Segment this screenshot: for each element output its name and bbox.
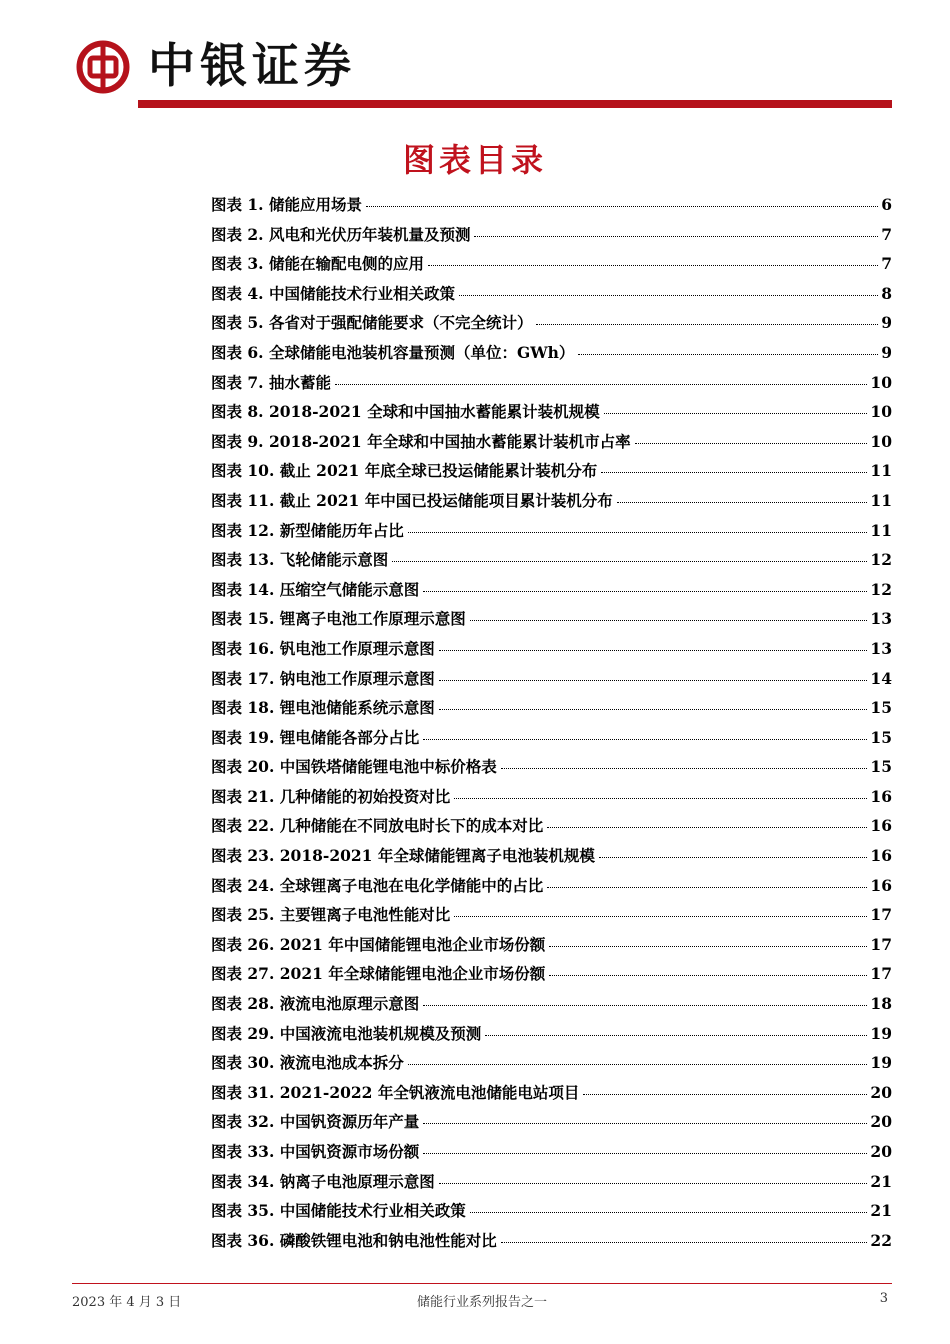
toc-entry-label[interactable]: 图表 3. 储能在输配电侧的应用 [211,254,424,274]
toc-entry-page[interactable]: 16 [870,846,892,866]
toc-entry[interactable] [211,223,892,253]
page-header [0,0,950,110]
toc-dot-leader [599,857,868,858]
toc-entry[interactable] [211,844,892,874]
toc-entry[interactable] [211,1199,892,1229]
toc-entry[interactable] [211,1170,892,1200]
toc-dot-leader [549,946,867,947]
footer-page-number: 3 [879,1291,888,1306]
toc-title: 图表目录 [402,141,547,179]
page-footer [72,1291,892,1311]
toc-entry-label[interactable]: 图表 35. 中国储能技术行业相关政策 [211,1201,466,1221]
toc-entry[interactable] [211,607,892,637]
toc-entry-page[interactable]: 10 [870,431,892,451]
toc-entry-label[interactable]: 图表 26. 2021 年中国储能锂电池企业市场份额 [211,934,546,954]
toc-entry[interactable] [211,252,892,282]
toc-entry-label[interactable]: 图表 19. 锂电储能各部分占比 [211,727,420,747]
toc-entry-label[interactable]: 图表 8. 2018-2021 全球和中国抽水蓄能累计装机规模 [211,402,600,422]
toc-entry-label[interactable]: 图表 14. 压缩空气储能示意图 [211,579,420,599]
toc-entry[interactable] [211,814,892,844]
toc-entry-label[interactable]: 图表 27. 2021 年全球储能锂电池企业市场份额 [211,964,546,984]
toc-dot-leader [392,561,867,562]
toc-entry-label[interactable]: 图表 23. 2018-2021 年全球储能锂离子电池装机规模 [211,846,595,866]
toc-dot-leader [547,827,867,828]
toc-entry-page[interactable]: 21 [870,1171,892,1191]
toc-entry[interactable] [211,992,892,1022]
toc-entry-label[interactable]: 图表 4. 中国储能技术行业相关政策 [211,283,455,303]
toc-entry-page[interactable]: 9 [881,342,892,362]
toc-dot-leader [601,472,867,473]
footer-date: 2023 年 4 月 3 日 [72,1295,182,1310]
toc-entry-label[interactable]: 图表 32. 中国钒资源历年产量 [211,1112,420,1132]
toc-entry-page[interactable]: 11 [870,490,892,510]
toc-entry[interactable] [211,1110,892,1140]
toc-entry-page[interactable]: 15 [870,698,892,718]
toc-entry-label[interactable]: 图表 11. 截止 2021 年中国已投运储能项目累计装机分布 [211,490,613,510]
toc-dot-leader [635,443,868,444]
toc-entry-label[interactable]: 图表 30. 液流电池成本拆分 [211,1053,404,1073]
toc-entry-page[interactable]: 15 [870,727,892,747]
toc-entry[interactable] [211,1229,892,1259]
toc-dot-leader [423,1005,867,1006]
toc-entry[interactable] [211,282,892,312]
toc-entry[interactable] [211,903,892,933]
brand-name: 中银证券 [148,39,356,94]
toc-entry-label[interactable]: 图表 1. 储能应用场景 [211,195,362,214]
bank-of-china-logo-icon [76,40,130,94]
toc-dot-leader [423,1123,867,1124]
toc-entry[interactable] [211,548,892,578]
toc-dot-leader [470,1212,868,1213]
toc-entry[interactable] [211,933,892,963]
toc-entry[interactable] [211,726,892,756]
toc-entry-page[interactable]: 7 [881,224,892,244]
toc-dot-leader [335,384,867,385]
toc-dot-leader [366,206,878,207]
toc-entry-page[interactable]: 20 [870,1082,892,1102]
toc-dot-leader [439,709,868,710]
toc-dot-leader [617,502,868,503]
toc-entry-page[interactable]: 10 [870,402,892,422]
toc-entry-page[interactable]: 13 [870,638,892,658]
footer-rule [72,1283,892,1284]
toc-entry-label[interactable]: 图表 12. 新型储能历年占比 [211,520,404,540]
toc-entry-page[interactable]: 12 [870,550,892,570]
toc-entry[interactable] [211,430,892,460]
toc-entry[interactable] [211,667,892,697]
toc-entry[interactable] [211,193,892,223]
toc-dot-leader [474,236,878,237]
toc-entry-label[interactable]: 图表 16. 钒电池工作原理示意图 [211,638,435,658]
toc-entry-page[interactable]: 22 [870,1230,892,1250]
toc-entry-page[interactable]: 8 [881,283,892,303]
toc-dot-leader [423,739,867,740]
toc-entry-label[interactable]: 图表 18. 锂电池储能系统示意图 [211,698,435,718]
toc-entry[interactable] [211,874,892,904]
toc-entry-page[interactable]: 20 [870,1112,892,1132]
toc-entry[interactable] [211,962,892,992]
toc-dot-leader [439,1183,868,1184]
header-rule [138,100,892,108]
toc-entry-page[interactable]: 18 [870,994,892,1014]
toc-entry-label[interactable]: 图表 2. 风电和光伏历年装机量及预测 [211,224,471,244]
toc-entry-page[interactable]: 15 [870,757,892,777]
toc-entry-page[interactable]: 14 [870,668,892,688]
toc-entry-label[interactable]: 图表 7. 抽水蓄能 [211,372,331,392]
toc-entry[interactable] [211,1051,892,1081]
toc-entry-label[interactable]: 图表 20. 中国铁塔储能锂电池中标价格表 [211,757,497,777]
toc-list [211,193,892,1258]
toc-entry[interactable] [211,1022,892,1052]
toc-entry-label[interactable]: 图表 34. 钠离子电池原理示意图 [211,1171,435,1191]
toc-dot-leader [501,1242,868,1243]
toc-entry-label[interactable]: 图表 13. 飞轮储能示意图 [211,550,389,570]
toc-entry[interactable] [211,696,892,726]
toc-entry[interactable] [211,371,892,401]
toc-entry-page[interactable]: 21 [870,1201,892,1221]
toc-entry-label[interactable]: 图表 5. 各省对于强配储能要求（不完全统计） [211,313,533,333]
toc-entry-page[interactable]: 16 [870,786,892,806]
toc-dot-leader [423,591,867,592]
toc-entry-page[interactable]: 20 [870,1142,892,1161]
toc-entry-page[interactable]: 11 [870,461,892,481]
toc-entry-page[interactable]: 17 [870,934,892,954]
toc-entry[interactable] [211,578,892,608]
toc-dot-leader [439,680,868,681]
toc-entry-label[interactable]: 图表 25. 主要锂离子电池性能对比 [211,905,451,925]
toc-entry-page[interactable]: 11 [870,520,892,540]
toc-dot-leader [501,768,868,769]
toc-entry[interactable] [211,311,892,341]
toc-entry-page[interactable]: 17 [870,905,892,925]
toc-dot-leader [547,887,867,888]
toc-entry-page[interactable]: 13 [870,609,892,629]
toc-dot-leader [459,295,878,296]
toc-dot-leader [454,916,867,917]
toc-entry-page[interactable]: 17 [870,964,892,984]
toc-entry-page[interactable]: 12 [870,579,892,599]
toc-entry-label[interactable]: 图表 36. 磷酸铁锂电池和钠电池性能对比 [211,1230,497,1250]
toc-entry-label[interactable]: 图表 28. 液流电池原理示意图 [211,994,420,1014]
toc-entry[interactable] [211,489,892,519]
toc-entry-page[interactable]: 16 [870,816,892,836]
toc-dot-leader [408,1064,868,1065]
toc-dot-leader [578,354,878,355]
toc-entry-page[interactable]: 6 [881,195,892,214]
toc-entry-page[interactable]: 9 [881,313,892,333]
toc-entry-label[interactable]: 图表 24. 全球锂离子电池在电化学储能中的占比 [211,875,544,895]
toc-dot-leader [439,650,868,651]
toc-dot-leader [454,798,867,799]
toc-entry-label[interactable]: 图表 6. 全球储能电池装机容量预测（单位：GWh） [211,342,575,362]
toc-dot-leader [549,975,867,976]
toc-entry-label[interactable]: 图表 33. 中国钒资源市场份额 [211,1142,420,1161]
toc-entry[interactable] [211,755,892,785]
toc-entry-label[interactable]: 图表 22. 几种储能在不同放电时长下的成本对比 [211,816,544,836]
toc-dot-leader [470,620,868,621]
toc-dot-leader [485,1035,867,1036]
toc-entry-page[interactable]: 16 [870,875,892,895]
toc-entry-label[interactable]: 图表 29. 中国液流电池装机规模及预测 [211,1023,482,1043]
toc-dot-leader [536,324,878,325]
toc-dot-leader [428,265,878,266]
toc-entry-label[interactable]: 图表 10. 截止 2021 年底全球已投运储能累计装机分布 [211,461,598,481]
toc-entry[interactable] [211,1140,892,1170]
toc-entry-label[interactable]: 图表 17. 钠电池工作原理示意图 [211,668,435,688]
toc-entry-page[interactable]: 7 [881,254,892,274]
toc-entry-label[interactable]: 图表 9. 2018-2021 年全球和中国抽水蓄能累计装机市占率 [211,431,631,451]
toc-entry[interactable] [211,459,892,489]
toc-entry-label[interactable]: 图表 21. 几种储能的初始投资对比 [211,786,451,806]
toc-dot-leader [408,532,868,533]
toc-entry-label[interactable]: 图表 31. 2021-2022 年全钒液流电池储能电站项目 [211,1082,580,1102]
toc-entry-page[interactable]: 19 [870,1023,892,1043]
toc-dot-leader [583,1094,867,1095]
toc-entry[interactable] [211,341,892,371]
toc-entry[interactable] [211,400,892,430]
toc-entry-page[interactable]: 19 [870,1053,892,1073]
footer-report-title: 储能行业系列报告之一 [416,1295,547,1310]
toc-dot-leader [423,1153,867,1154]
toc-entry-label[interactable]: 图表 15. 锂离子电池工作原理示意图 [211,609,466,629]
toc-entry[interactable] [211,1081,892,1111]
toc-dot-leader [604,413,868,414]
toc-entry[interactable] [211,785,892,815]
toc-entry[interactable] [211,519,892,549]
toc-entry-page[interactable]: 10 [870,372,892,392]
toc-entry[interactable] [211,637,892,667]
